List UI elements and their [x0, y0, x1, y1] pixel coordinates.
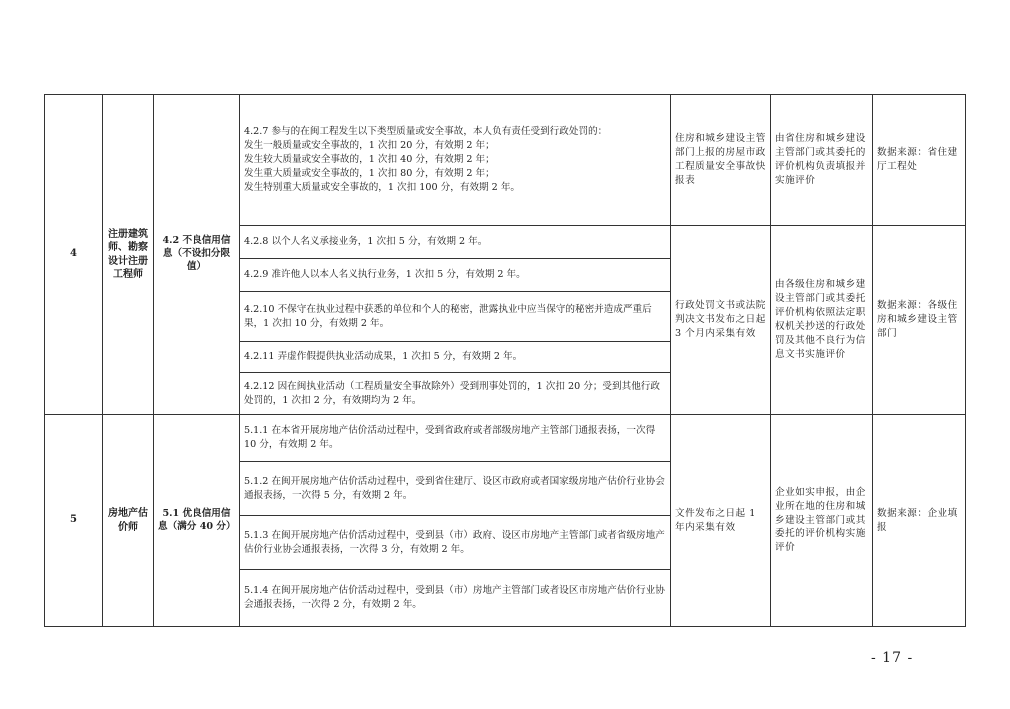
- item-text: 发生一般质量或安全事故的，1 次扣 20 分，有效期 2 年；: [244, 140, 495, 152]
- table-cell-item: 4.2.9 准许他人以本人名义执行业务，1 次扣 5 分，有效期 2 年。: [240, 259, 671, 292]
- table-cell-item: [240, 95, 671, 226]
- evaluation-cell: 企业如实申报，由企业所在地的住房和城乡建设主管部门或其委托的评价机构实施评价: [771, 415, 873, 627]
- credit-category: 5.1 优良信用信息（满分 40 分）: [154, 415, 240, 627]
- table-row: [45, 415, 966, 462]
- data-origin-cell: 数据来源：企业填报: [873, 415, 966, 627]
- item-text: 发生重大质量或安全事故的，1 次扣 80 分，有效期 2 年；: [244, 167, 495, 179]
- evaluation-cell: 由省住房和城乡建设主管部门或其委托的评价机构负责填报并实施评价: [771, 95, 873, 226]
- data-source-cell: 行政处罚文书或法院判决文书发布之日起 3 个月内采集有效: [671, 226, 771, 415]
- table-cell-item: 4.2.11 弄虚作假提供执业活动成果，1 次扣 5 分，有效期 2 年。: [240, 342, 671, 373]
- profession-name: 房地产估价师: [103, 415, 154, 627]
- credit-category: 4.2 不良信用信息（不设扣分限值）: [154, 95, 240, 415]
- table-cell-item: 5.1.4 在闽开展房地产估价活动过程中，受到县（市）房地产主管部门或者设区市房地产估价行业协会通报表扬，一次得 2 分，有效期 2 年。: [240, 570, 671, 627]
- data-source-cell: 住房和城乡建设主管部门上报的房屋市政工程质量安全事故快报表: [671, 95, 771, 226]
- table-cell-item: 4.2.12 因在闽执业活动（工程质量安全事故除外）受到刑事处罚的，1 次扣 20 分；受到其他行政处罚的，1 次扣 2 分，有效期均为 2 年。: [240, 373, 671, 415]
- table-cell-item: 5.1.1 在本省开展房地产估价活动过程中，受到省政府或者部级房地产主管部门通报表扬，一次得 10 分，有效期 2 年。: [240, 415, 671, 462]
- table-cell-item: 5.1.3 在闽开展房地产估价活动过程中，受到县（市）政府、设区市房地产主管部门或者省级房地产估价行业协会通报表扬，一次得 3 分，有效期 2 年。: [240, 516, 671, 570]
- table-cell-item: 4.2.10 不保守在执业过程中获悉的单位和个人的秘密，泄露执业中应当保守的秘密并造成严重后果，1 次扣 10 分，有效期 2 年。: [240, 292, 671, 342]
- profession-name: 注册建筑师、勘察设计注册工程师: [103, 95, 154, 415]
- data-origin-cell: 数据来源：省住建厅工程处: [873, 95, 966, 226]
- item-text: 发生较大质量或安全事故的，1 次扣 40 分，有效期 2 年；: [244, 154, 495, 166]
- item-text: 发生特别重大质量或安全事故的，1 次扣 100 分，有效期 2 年。: [244, 181, 521, 193]
- item-text: 4.2.7 参与的在闽工程发生以下类型质量或安全事故，本人负有责任受到行政处罚的：: [244, 126, 608, 138]
- table-cell-item: 4.2.8 以个人名义承接业务，1 次扣 5 分，有效期 2 年。: [240, 226, 671, 259]
- table-cell-item: 5.1.2 在闽开展房地产估价活动过程中，受到省住建厅、设区市政府或者国家级房地产估价行业协会通报表扬，一次得 5 分，有效期 2 年。: [240, 462, 671, 516]
- data-source-cell: 文件发布之日起 1 年内采集有效: [671, 415, 771, 627]
- data-origin-cell: 数据来源：各级住房和城乡建设主管部门: [873, 226, 966, 415]
- table-row: [45, 95, 966, 226]
- credit-evaluation-table: [44, 94, 966, 627]
- evaluation-cell: 由各级住房和城乡建设主管部门或其委托评价机构依照法定职权机关抄送的行政处罚及其他不良行为信息文书实施评价: [771, 226, 873, 415]
- page-number: - 17 -: [871, 650, 914, 666]
- row-number: 5: [45, 415, 103, 627]
- row-number: 4: [45, 95, 103, 415]
